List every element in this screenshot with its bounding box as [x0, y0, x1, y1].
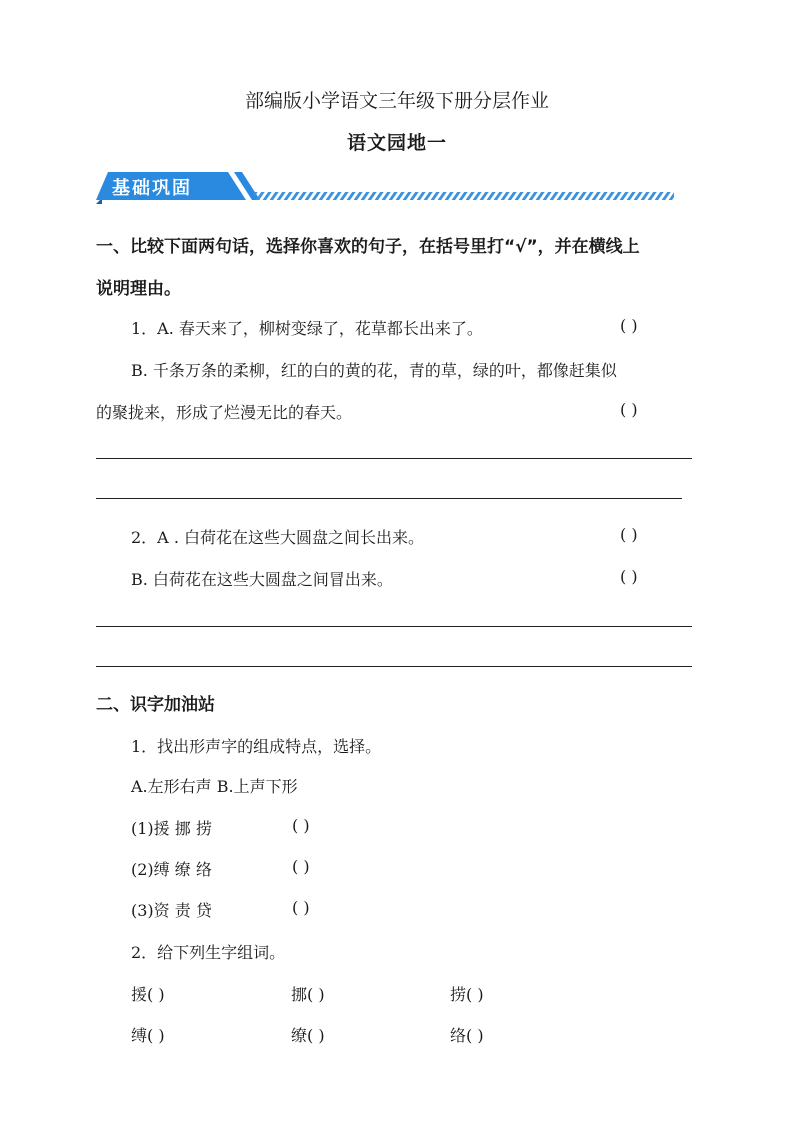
- lesson-title: 语文园地一: [346, 132, 447, 154]
- q2-b-answer-paren[interactable]: ( ): [620, 567, 638, 586]
- q2-answer-line-2[interactable]: [96, 666, 692, 667]
- q2-answer-line-1[interactable]: [96, 626, 692, 627]
- section2-heading: 二、识字加油站: [96, 695, 215, 715]
- section1-heading-line2: 说明理由。: [96, 279, 181, 299]
- s2-item-3-answer[interactable]: ( ): [292, 898, 310, 917]
- q2-a-answer-paren[interactable]: ( ): [620, 525, 638, 544]
- s2-item-2-answer[interactable]: ( ): [292, 857, 310, 876]
- word-blank-liao[interactable]: 缭( ): [291, 1026, 325, 1045]
- section1-heading-line1: 一、比较下面两句话，选择你喜欢的句子，在括号里打“√”，并在横线上: [96, 237, 640, 257]
- q1-b-answer-paren[interactable]: ( ): [620, 400, 638, 419]
- q2-option-b: B. 白荷花在这些大圆盘之间冒出来。: [131, 570, 393, 589]
- q1-a-answer-paren[interactable]: ( ): [620, 316, 638, 335]
- banner-label: 基础巩固: [112, 178, 192, 199]
- s2-item-3-label: (3)资 责 贷: [131, 901, 212, 920]
- q1-answer-line-1[interactable]: [96, 458, 692, 459]
- q2-option-a: 2．A . 白荷花在这些大圆盘之间长出来。: [131, 528, 424, 547]
- s2-item-2-label: (2)缚 缭 络: [131, 860, 212, 879]
- q1-option-b-line2: 的聚拢来，形成了烂漫无比的春天。: [96, 403, 353, 422]
- word-blank-yuan[interactable]: 援( ): [131, 985, 165, 1004]
- s2-question-1: 1．找出形声字的组成特点，选择。: [131, 737, 382, 756]
- word-blank-lao[interactable]: 捞( ): [450, 985, 484, 1004]
- word-blank-luo[interactable]: 络( ): [450, 1026, 484, 1045]
- word-blank-fu[interactable]: 缚( ): [131, 1026, 165, 1045]
- s2-question-2: 2．给下列生字组词。: [131, 943, 286, 962]
- s2-options: A.左形右声 B.上声下形: [131, 777, 298, 796]
- q1-answer-line-2[interactable]: [96, 498, 682, 499]
- word-blank-nuo[interactable]: 挪( ): [291, 985, 325, 1004]
- s2-item-1-label: (1)援 挪 捞: [131, 819, 212, 838]
- s2-item-1-answer[interactable]: ( ): [292, 816, 310, 835]
- document-title: 部编版小学语文三年级下册分层作业: [244, 90, 549, 112]
- section-banner: [96, 168, 676, 210]
- q1-option-b-line1: B. 千条万条的柔柳，红的白的黄的花，青的草，绿的叶，都像赶集似: [131, 361, 617, 380]
- q1-option-a: 1．A. 春天来了，柳树变绿了，花草都长出来了。: [131, 319, 483, 338]
